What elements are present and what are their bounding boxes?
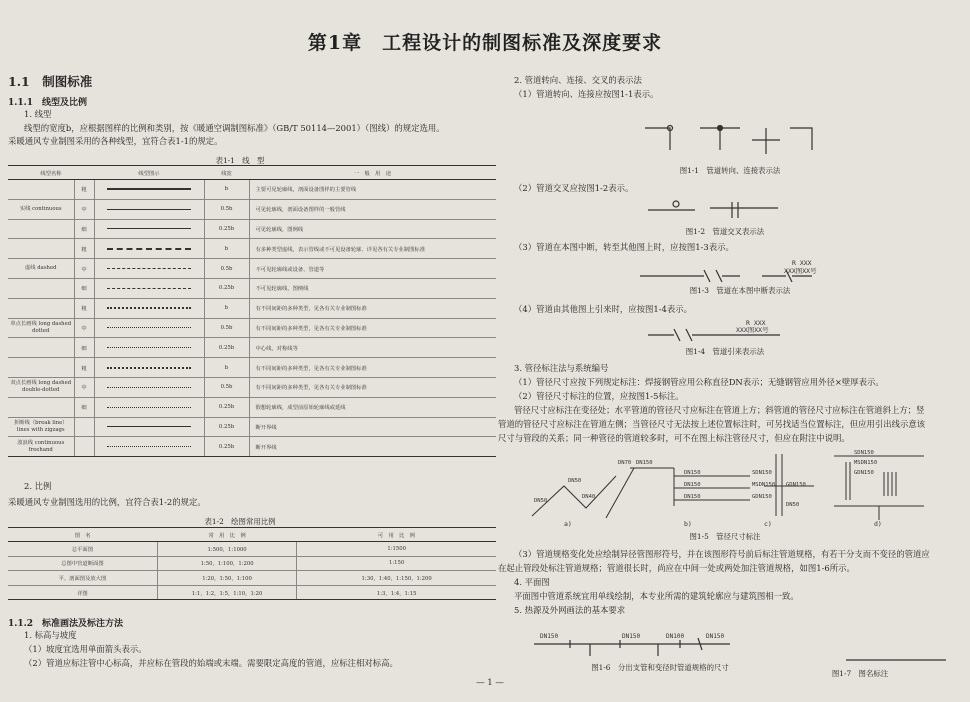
figure-1-6-drawing [530,624,760,658]
figure-1-7-drawing [836,650,956,670]
linetype-sample [94,259,204,279]
list-item-elevation: （2）管道应标注管中心标高，并应标在管段的始端或末端。需要限定高度的管道，应标注相对标高。 [24,658,398,668]
paragraph-reducer-2: 在起止管段处标注管道规格；管道很长时，尚应在中间一处或两处加注管道规格，如图1-6所示。 [498,563,855,573]
paragraph-scale: 采暖通风专业制图选用的比例，宜符合表1-2的规定。 [8,497,206,507]
line-usage: 有不同间距的多种类型，见各有关专业制图标准 [249,377,496,397]
figure-1-6-label: DN150 [540,633,559,640]
figure-1-2-caption: 图1-2 管道交叉表示法 [685,227,765,236]
table-row [8,542,496,557]
list-item-diameter-position: （2）管径尺寸标注的位置，应按图1-5标注。 [514,391,684,401]
line-sample [107,347,191,348]
table-header-row [8,166,496,180]
figure-1-5-sub-a: a) [564,520,572,528]
line-width: 0.5b [204,318,249,338]
figure-1-5-label: DN50 [534,498,548,504]
table-header-row [8,528,496,542]
table-row [8,437,496,457]
line-sample [107,268,191,269]
line-sample [107,446,191,447]
figure-1-5-label: DN150 [684,482,701,488]
line-sample [107,228,191,229]
figure-1-4-label: XXX图XX号 [736,326,769,334]
figure-1-5-label: MSDN150 [752,482,776,488]
figure-1-5-label: SDN150 [854,450,874,456]
line-sample [107,209,191,210]
line-weight: 细 [74,219,94,239]
linetype-name [8,338,74,358]
pipe-diagonal [606,468,674,518]
figure-1-4-caption: 图1-4 管道引来表示法 [685,347,765,356]
line-sample [107,307,191,309]
linetype-sample [94,358,204,378]
line-width: 0.25b [204,397,249,417]
pipe-riser-symbol [673,201,679,207]
linetype-sample [94,239,204,259]
figure-1-5-label: DN50 [786,502,800,508]
line-usage: 有不同间距的多种类型，见各有关专业制图标准 [249,318,496,338]
line-usage: 有不同间距的多种类型，见各有关专业制图标准 [249,298,496,318]
line-usage: 主要可见轮廓线，剖面设备图样的主要管线 [249,180,496,200]
pipe-turn-down-symbol [790,128,812,150]
table-row [8,180,496,200]
pipe-cross-break [732,202,738,218]
line-usage: 假想轮廓线，成型前原始轮廓线或延线 [249,397,496,417]
line-weight: 粗 [74,239,94,259]
linetype-name [8,397,74,417]
linetype-name: 波浪线 continuous freehand [8,437,74,457]
paragraph-reducer-1: （3）管道规格变化处应绘制异径管图形符号，并在该图形符号前后标注管道规格，有若干分支而不变径的管道应 [514,549,930,559]
subheading-pipe-turn: 2. 管道转向、连接、交叉的表示法 [514,75,642,85]
figure-1-1-drawing [640,110,820,160]
linetype-sample [94,397,204,417]
table-cell: 1:500，1:1000 [157,542,296,557]
figure-1-5-label: DN150 [684,494,701,500]
linetype-sample [94,278,204,298]
figure-1-3-label: R XXX [792,259,812,267]
table-cell: 1:30，1:40，1:150，1:200 [297,571,496,586]
figure-1-5-label: GDN150 [786,482,806,488]
table-cell: 1:3，1:4，1:15 [297,585,496,600]
line-weight: 中 [74,199,94,219]
figure-1-5-caption: 图1-5 管径尺寸标注 [689,532,761,541]
figure-1-5-label: GDN150 [752,494,772,500]
linetype-name [8,278,74,298]
linetype-table [8,165,496,457]
subheading-heat-source: 5. 热源及外网画法的基本要求 [514,605,626,615]
table-cell: 1:1，1:2，1:5，1:10，1:20 [157,585,296,600]
line-width: b [204,180,249,200]
line-sample [107,407,191,408]
list-item-pipe-cross: （2）管道交叉应按图1-2表示。 [514,183,634,193]
linetype-sample [94,338,204,358]
figure-1-6-label: DN100 [666,633,685,640]
line-weight: 中 [74,259,94,279]
paragraph-diameter-1: 管径尺寸应标注在变径处；水平管道的管径尺寸应标注在管道上方；斜管道的管径尺寸应标注在管道斜上方；竖 [514,405,925,415]
table-header: 线型图示 [94,166,204,180]
line-sample [107,288,191,289]
table-header: 线宽 [204,166,249,180]
line-weight: 粗 [74,298,94,318]
figure-1-5-drawing [524,446,944,528]
figure-1-5-label: GDN150 [854,470,874,476]
subheading-linetype: 1. 线型 [24,109,52,119]
subheading-scale: 2. 比例 [24,481,52,491]
paragraph-diameter-2: 管道的管径尺寸应标注在管道左侧；当管径尺寸无法按上述位置标注时，可另找适当位置标注，但应用引出线示意该 [498,419,926,429]
table-row [8,358,496,378]
linetype-sample [94,219,204,239]
line-width: 0.25b [204,219,249,239]
line-width: b [204,298,249,318]
linetype-name [8,358,74,378]
line-usage: 断开界线 [249,437,496,457]
linetype-sample [94,377,204,397]
linetype-name: 虚线 dashed [8,259,74,279]
pipe-with-branches [534,638,730,656]
figure-1-5-label: DN40 [582,494,596,500]
pipe-break-symbol [640,270,740,282]
pipe-vertical [884,472,896,496]
linetype-sample [94,298,204,318]
figure-1-5-sub-c: c) [764,520,772,528]
line-weight: 细 [74,397,94,417]
line-usage: 断开界线 [249,417,496,437]
table-cell: 平、剖面图及放大图 [8,571,157,586]
line-weight [74,437,94,457]
line-usage: 可见轮廓线，图例线 [249,219,496,239]
linetype-sample [94,417,204,437]
linetype-sample [94,180,204,200]
table-row [8,278,496,298]
list-item-pipe-break: （3）管道在本图中断，转至其他图上时，应按图1-3表示。 [514,242,734,252]
table-row [8,298,496,318]
linetype-name [8,239,74,259]
section-heading-1-1-1: 1.1.1 线型及比例 [8,98,88,108]
table-row [8,219,496,239]
table-row [8,338,496,358]
figure-1-3-drawing [636,256,836,288]
linetype-name: 折断线（break line） lines with zigzags [8,417,74,437]
figure-1-3-label: XXX图XX号 [784,267,817,275]
line-weight: 细 [74,338,94,358]
paragraph-plan: 平面图中管道系统宜用单线绘制，本专业所需的建筑轮廓应与建筑图相一致。 [514,591,799,601]
section-heading-1-1-2: 1.1.2 标准画法及标注方法 [8,619,124,629]
line-width: 0.25b [204,437,249,457]
table2-caption: 表1-2 绘图常用比例 [204,517,276,526]
table-cell: 1:50，1:100，1:200 [157,556,296,571]
figure-1-5-label: DN150 [684,470,701,476]
figure-1-4-drawing [640,317,820,345]
table-cell: 总图中管道断面图 [8,556,157,571]
line-width: 0.25b [204,338,249,358]
subheading-elevation: 1. 标高与坡度 [24,630,77,640]
table-cell: 详图 [8,585,157,600]
table-header: 线型名称 [8,166,94,180]
line-weight: 粗 [74,358,94,378]
line-width: b [204,239,249,259]
figure-1-5-label: DN50 [568,478,582,484]
line-sample [107,387,191,388]
figure-1-1-caption: 图1-1 管道转向、连接表示法 [679,166,781,175]
list-item-slope: （1）坡度宜选用单面箭头表示。 [24,644,147,654]
line-usage: 不可见轮廓线，图例线 [249,278,496,298]
figure-1-5-label: SDN150 [752,470,772,476]
line-usage: 有不同间距的多种类型，见各有关专业制图标准 [249,358,496,378]
subheading-plan: 4. 平面图 [514,577,550,587]
table-cell: 1:150 [297,556,496,571]
list-item-pipe-turn: （1）管道转向、连接应按图1-1表示。 [514,89,659,99]
line-width: 0.5b [204,377,249,397]
table-row [8,585,496,600]
figure-1-6-label: DN150 [622,633,641,640]
figure-1-5-label: DN150 [636,460,653,466]
paragraph-linetype-2: 采暖通风专业制图采用的各种线型，宜符合表1-1的规定。 [8,136,223,146]
linetype-sample [94,318,204,338]
figure-1-5-sub-b: b) [684,520,692,528]
line-sample [107,426,191,427]
figure-1-5-sub-d: d) [874,520,882,528]
paragraph-diameter-3: 尺寸与管段的关系；同一种管径的管道较多时，可不在图上标注管径尺寸，但应在附注中说明。 [498,433,850,443]
linetype-name: 单点长画线 long dashed dotted [8,318,74,338]
table-row [8,259,496,279]
table-row [8,377,496,397]
line-weight [74,417,94,437]
list-item-diameter-rule: （1）管径尺寸应按下列规定标注：焊接钢管应用公称直径DN表示；无缝钢管应用外径×壁厚表示。 [514,377,884,387]
line-weight: 细 [74,278,94,298]
line-usage: 中心线，对称线等 [249,338,496,358]
figure-1-6-caption: 图1-6 分出支管和变径时管道规格的尺寸 [591,663,729,672]
pipe-leader [834,456,924,520]
pipe-vertical [846,462,850,500]
table-row [8,417,496,437]
line-usage: 不可见轮廓线或设备、管道等 [249,259,496,279]
line-sample [107,327,191,328]
linetype-name: 实线 continuous [8,199,74,219]
table-row [8,397,496,417]
line-weight: 中 [74,377,94,397]
table-cell: 1:1500 [297,542,496,557]
table-row [8,556,496,571]
line-width: 0.5b [204,259,249,279]
table-row [8,239,496,259]
line-sample [107,188,191,190]
scale-table [8,527,496,600]
table-header: 常 用 比 例 [157,528,296,542]
section-heading-1-1: 1.1 制图标准 [8,74,93,89]
pipe-turn-symbol [645,128,670,150]
page-number: — 1 — [476,678,504,688]
figure-1-6-label: DN150 [706,633,725,640]
linetype-sample [94,437,204,457]
list-item-pipe-from: （4）管道由其他图上引来时，应按图1-4表示。 [514,304,692,314]
line-width: 0.5b [204,199,249,219]
line-usage: 有多种类型虚线，表示管线或不可见设备轮廓、详见各有关专业制图标准 [249,239,496,259]
line-weight: 中 [74,318,94,338]
line-sample [107,367,191,369]
figure-1-4-label: R XXX [746,319,766,327]
table-row [8,318,496,338]
table-cell: 总平面图 [8,542,157,557]
table-header: 一 般 用 途 [249,166,496,180]
linetype-name [8,219,74,239]
table1-caption: 表1-1 线 型 [215,156,265,165]
line-width: 0.25b [204,278,249,298]
figure-1-7-caption: 图1-7 图名标注 [831,669,889,678]
table-header: 可 用 比 例 [297,528,496,542]
subheading-diameter: 3. 管径标注法与系统编号 [514,363,609,373]
line-weight: 粗 [74,180,94,200]
table-row [8,199,496,219]
linetype-sample [94,199,204,219]
linetype-name [8,298,74,318]
linetype-name: 双点长画线 long dashed double-dotted [8,377,74,397]
chapter-title: 第1章 工程设计的制图标准及深度要求 [307,32,663,54]
line-width: b [204,358,249,378]
figure-1-3-caption: 图1-3 管道在本图中断表示法 [689,286,791,295]
figure-1-5-label: MSDN150 [854,460,878,466]
figure-1-2-drawing [640,198,790,222]
paragraph-linetype-1: 线型的宽度b，应根据图样的比例和类别，按《暖通空调制图标准》（GB/T 50114—2001）（图线）的规定选用。 [24,123,445,133]
table-header: 图 名 [8,528,157,542]
table-cell: 1:20，1:50，1:100 [157,571,296,586]
line-usage: 可见轮廓线，剖面设备图样的一般管线 [249,199,496,219]
figure-1-5-label: DN70 [618,460,632,466]
line-width: 0.25b [204,417,249,437]
table-row [8,571,496,586]
linetype-name [8,180,74,200]
line-sample [107,248,191,250]
pipe-cross-symbol [752,128,780,154]
